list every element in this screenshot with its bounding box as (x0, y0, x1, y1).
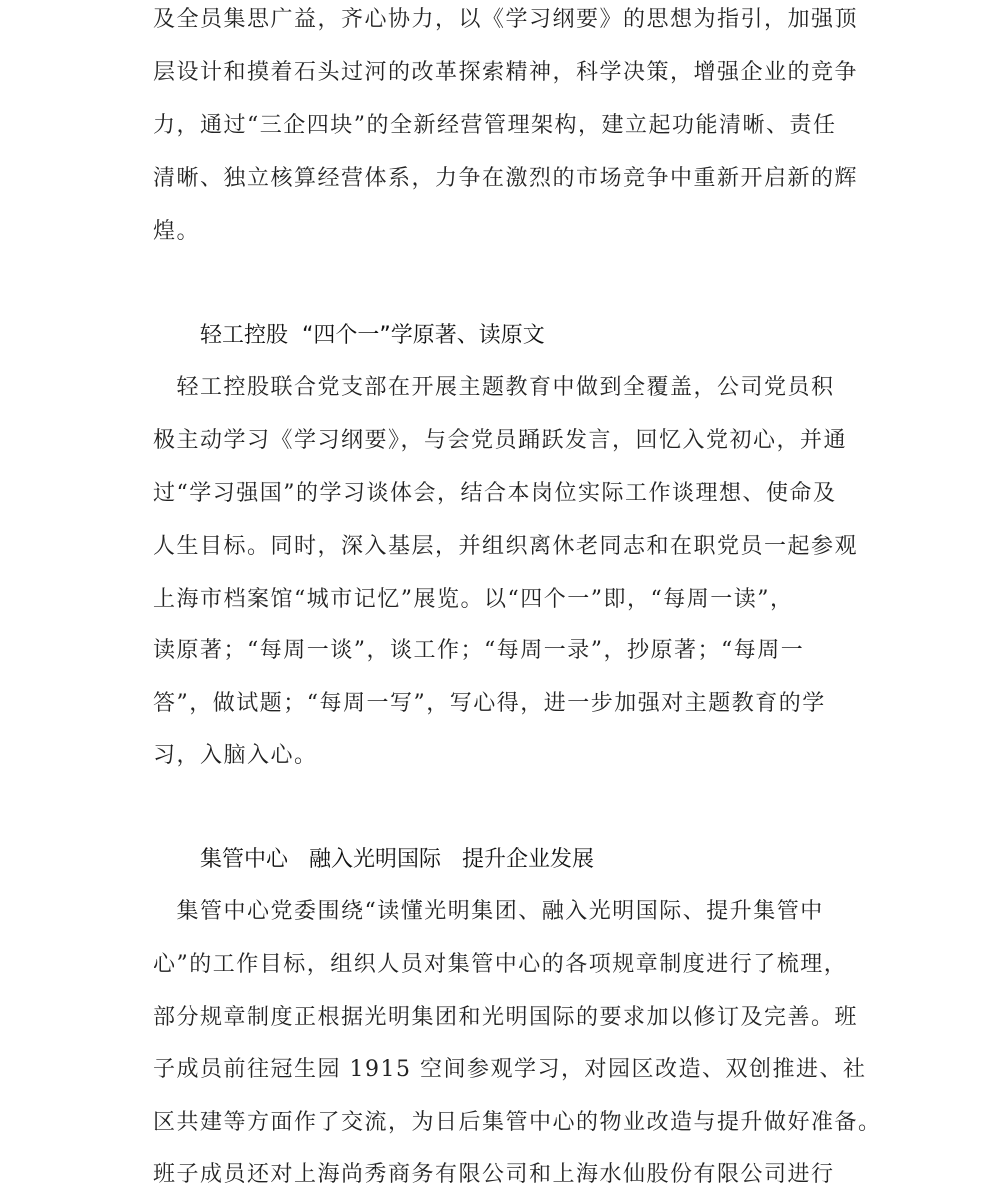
text-line: 习，入脑入心。 (153, 743, 318, 768)
text-line: 读原著；“每周一谈”，谈工作；“每周一录”，抄原著；“每周一 (153, 638, 805, 663)
text-line: 部分规章制度正根据光明集团和光明国际的要求加以修订及完善。班 (153, 1005, 859, 1030)
text-line: 过“学习强国”的学习谈体会，结合本岗位实际工作谈理想、使命及 (153, 481, 837, 506)
text-line: 班子成员还对上海尚秀商务有限公司和上海水仙股份有限公司进行 (153, 1162, 835, 1187)
text-line: 区共建等方面作了交流，为日后集管中心的物业改造与提升做好准备。 (153, 1110, 882, 1135)
text-line: 力，通过“三企四块”的全新经营管理架构，建立起功能清晰、责任 (153, 113, 837, 138)
section-heading-light-industry: 轻工控股 “四个一”学原著、读原文 (200, 323, 545, 348)
section-heading-group-management: 集管中心 融入光明国际 提升企业发展 (200, 847, 594, 872)
text-line: 极主动学习《学习纲要》，与会党员踊跃发言，回忆入党初心，并通 (153, 428, 848, 453)
text-line: 层设计和摸着石头过河的改革探索精神，科学决策，增强企业的竞争 (153, 60, 859, 85)
text-line: 子成员前往冠生园 1915 空间参观学习，对园区改造、双创推进、社 (153, 1057, 867, 1082)
text-line: 及全员集思广益，齐心协力，以《学习纲要》的思想为指引，加强顶 (153, 7, 859, 32)
text-line: 煌。 (153, 219, 201, 244)
text-line: 轻工控股联合党支部在开展主题教育中做到全覆盖，公司党员积 (153, 375, 835, 400)
text-line: 心”的工作目标，组织人员对集管中心的各项规章制度进行了梳理， (153, 952, 848, 977)
text-line: 集管中心党委围绕“读懂光明集团、融入光明国际、提升集管中 (153, 899, 824, 924)
text-line: 人生目标。同时，深入基层，并组织离休老同志和在职党员一起参观 (153, 534, 859, 559)
text-line: 上海市档案馆“城市记忆”展览。以“四个一”即，“每周一读”， (153, 587, 794, 612)
text-line: 清晰、独立核算经营体系，力争在激烈的市场竞争中重新开启新的辉 (153, 166, 859, 191)
text-line: 答”，做试题；“每周一写”，写心得，进一步加强对主题教育的学 (153, 691, 826, 716)
